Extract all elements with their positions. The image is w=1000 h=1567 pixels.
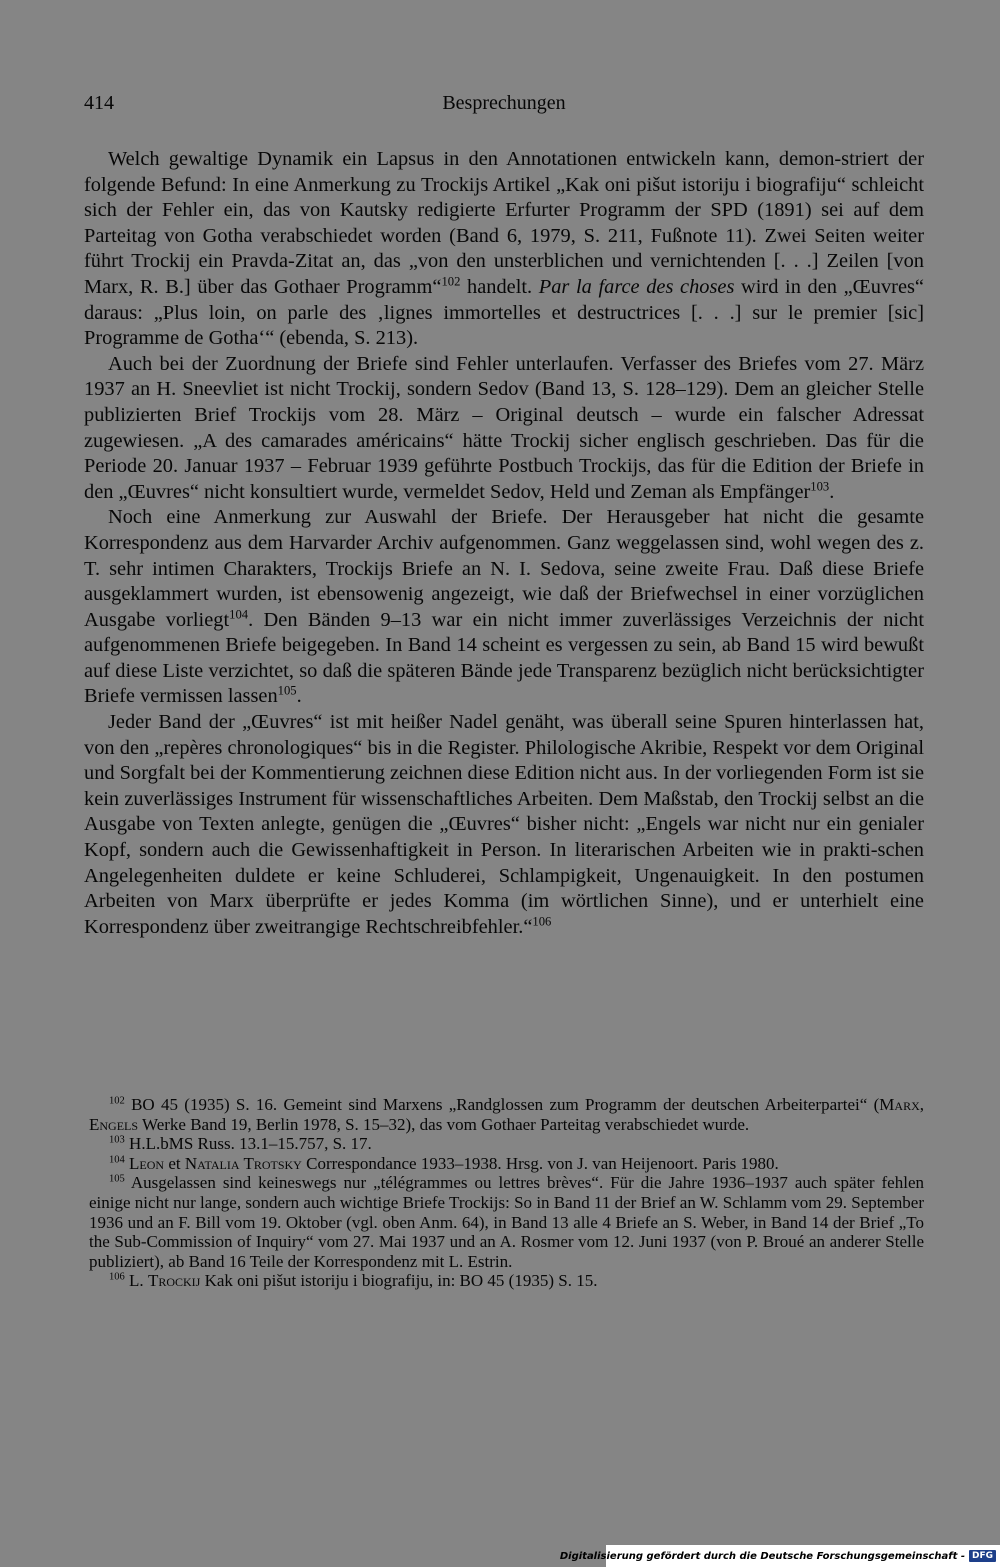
dfg-logo-icon: DFG — [969, 1550, 996, 1562]
main-text — [84, 147, 924, 940]
footnotes — [89, 1095, 924, 1291]
footnote-104: $^{104}$ Leon et Natalia Trotsky Correspondance 1933–1938. Hrsg. von J. van Heijenoort. Paris 1980. — [109, 1153, 779, 1173]
footnote-ref-103: 103 — [810, 479, 830, 494]
footnote-ref-105: 105 — [277, 683, 297, 698]
footnote-ref-106: 106 — [532, 914, 552, 929]
digitization-credit-banner — [559, 1545, 1000, 1567]
paragraph-2: Auch bei der Zuordnung der Briefe sind Fehler unterlaufen. Verfasser des Briefes vom 27. März 1937 an H. Sneevliet ist nicht Trockij, sondern Sedov (Band 13, S. 128–129). Dem an gleicher Stelle publizierten Brief Trockijs vom 28. März – Original deutsch – wurde ein falscher Adressat zugewiesen. „A des camarades américains“ hätte Trockij sicher englisch geschrieben. Das für die Periode 20. Januar 1937 – Februar 1939 geführte Postbuch Trockijs, das für die Edition der Briefe in den „Œuvres“ nicht konsultiert wurde, vermeldet Sedov, Held und Zeman als Empfänger$^{103}$. — [84, 352, 924, 503]
page-header — [84, 92, 924, 122]
running-title: Besprechungen — [442, 92, 566, 114]
credit-text: Digitalisierung gefördert durch die Deutsche Forschungsgemeinschaft - — [559, 1550, 965, 1562]
paragraph-3: Noch eine Anmerkung zur Auswahl der Briefe. Der Herausgeber hat nicht die gesamte Korrespondenz aus dem Harvarder Archiv aufgenommen. Ganz weggelassen sind, wohl wegen des z. T. sehr intimen Charakters, Trockijs Briefe an N. I. Sedova, seine zweite Frau. Daß diese Briefe ausgeklammert wurden, ist ebensowenig angezeigt, wie daß der Briefwechsel in einer vorzüglichen Ausgabe vorliegt$^{104}$. Den Bänden 9–13 war ein nicht immer zuverlässiges Verzeichnis der nicht aufgenommenen Briefe beigegeben. In Band 14 scheint es vergessen zu sein, ab Band 15 wird bewußt auf diese Liste verzichtet, so daß die späteren Bände jede Transparenz bezüglich nicht berücksichtigter Briefe vermissen lassen$^{105}$. — [84, 506, 924, 708]
page-number: 414 — [84, 92, 114, 114]
italic-phrase: Par la farce des choses — [538, 275, 735, 298]
footnote-105: $^{105}$ Ausgelassen sind keineswegs nur „télégrammes ou lettres brèves“. Für die Jahre 1936–1937 auch später fehlen einige nicht nur lange, sondern auch wichtige Briefe Trockijs: So in Band 11 der Brief an W. Schlamm vom 29. September 1936 und an F. Bill vom 19. Oktober (vgl. oben Anm. 64), in Band 13 alle 4 Briefe an S. Weber, in Band 14 der Brief „To the Sub-Commission of Inquiry“ vom 27. Mai 1937 und an A. Rosmer vom 12. Juni 1937 (von P. Broué an anderer Stelle publiziert), ab Band 16 Teile der Korrespondenz mit L. Estrin. — [89, 1173, 924, 1271]
footnote-102: $^{102}$ BO 45 (1935) S. 16. Gemeint sind Marxens „Randglossen zum Programm der deutschen Arbeiterpartei“ (Marx, Engels Werke Band 19, Berlin 1978, S. 15–32), das vom Gothaer Parteitag verabschiedet wurde. — [89, 1095, 924, 1134]
paragraph-4: Jeder Band der „Œuvres“ ist mit heißer Nadel genäht, was überall seine Spuren hinterlassen hat, von den „repères chronologiques“ bis in die Register. Philologische Akribie, Respekt vor dem Original und Sorgfalt bei der Kommentierung zeichnen diese Edition nicht aus. In der vorliegenden Form ist sie kein zuverlässiges Instrument für wissenschaftliches Arbeiten. Dem Maßstab, den Trockij selbst an die Ausgabe von Texten anlegte, genügen die „Œuvres“ bisher nicht: „Engels war nicht nur ein genialer Kopf, sondern auch die Gewissenhaftigkeit in Person. In literarischen Arbeiten wie in prakti-schen Angelegenheiten duldete er keine Schluderei, Schlampigkeit, Ungenauigkeit. In den postumen Arbeiten von Marx überprüfte er jedes Komma (im wörtlichen Sinne), und er unterhielt eine Korrespondenz über zweitrangige Rechtschreibfehler.“$^{106}$ — [84, 711, 924, 938]
footnote-103: $^{103}$ H.L.bMS Russ. 13.1–15.757, S. 17. — [109, 1134, 372, 1154]
footnote-ref-104: 104 — [229, 607, 249, 622]
paragraph-1: Welch gewaltige Dynamik ein Lapsus in den Annotationen entwickeln kann, demon-striert der folgende Befund: In eine Anmerkung zu Trockijs Artikel „Kak oni pišut istoriju i biografiju“ schleicht sich der Fehler ein, das von Kautsky redigierte Erfurter Programm der SPD (1891) sei auf dem Parteitag von Gotha verabschiedet worden (Band 6, 1979, S. 211, Fußnote 11). Zwei Seiten weiter führt Trockij ein Pravda-Zitat an, das „von den unsterblichen und vernichtenden [. . .] Zeilen [von Marx, R. B.] über das Gothaer Programm“$^{102}$ handelt. Par la farce des choses wird in den „Œuvres“ daraus: „Plus loin, on parle des ‚lignes immortelles et destructrices [. . .] sur le premier [sic] Programme de Gotha‘“ (ebenda, S. 213). — [84, 148, 924, 350]
footnote-ref-102: 102 — [441, 274, 461, 289]
footnote-106: $^{106}$ L. Trockij Kak oni pišut istoriju i biografiju, in: BO 45 (1935) S. 15. — [109, 1271, 598, 1291]
